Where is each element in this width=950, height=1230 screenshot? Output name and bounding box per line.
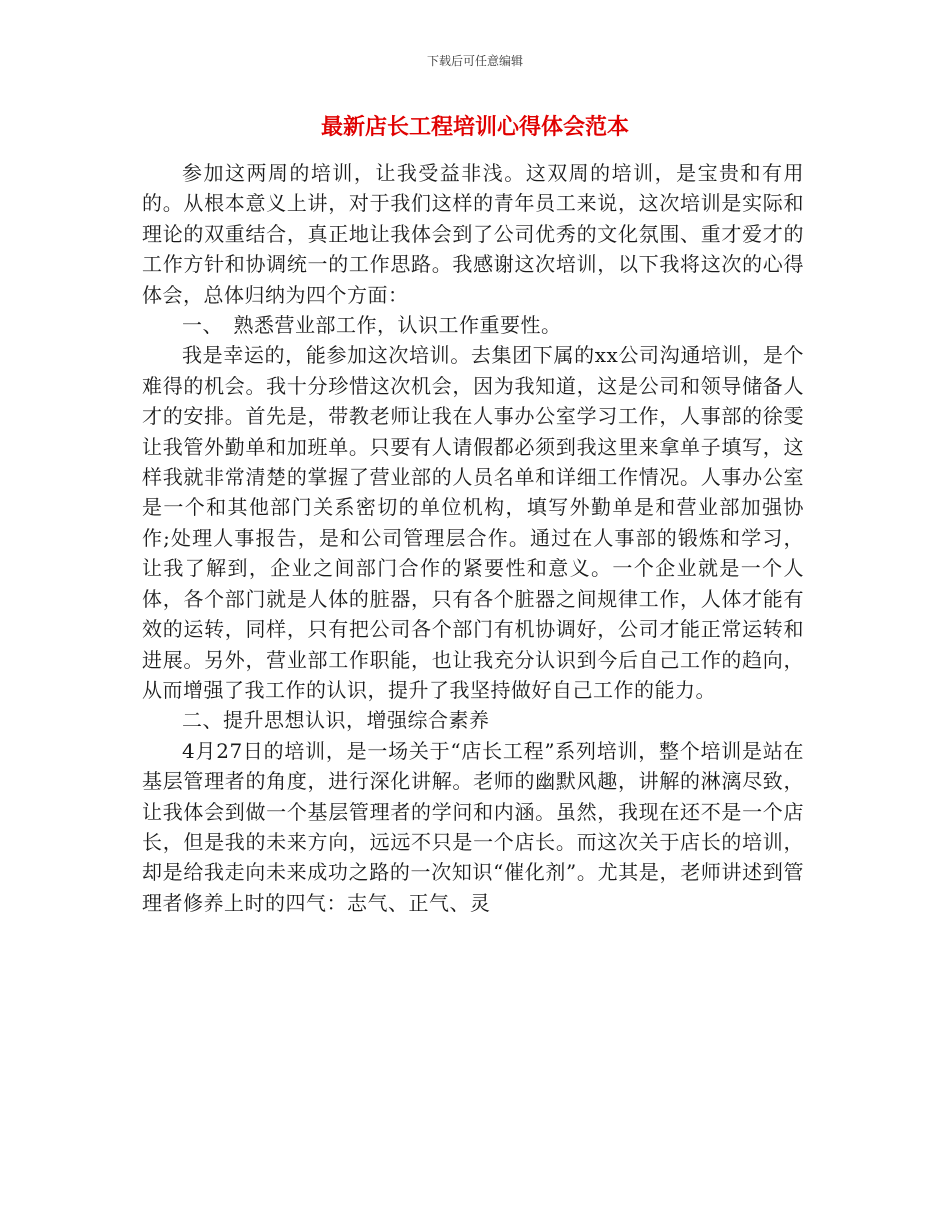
intro-paragraph: 参加这两周的培训，让我受益非浅。这双周的培训，是宝贵和有用的。从根本意义上讲，对于我们这样的青年员工来说，这次培训是实际和理论的双重结合，真正地让我体会到了公司优秀的文化氛围、重才爱才的工作方针和协调统一的工作思路。我感谢这次培训，以下我将这次的心得体会，总体归纳为四个方面：: [142, 161, 804, 307]
section-1-paragraph: 我是幸运的，能参加这次培训。去集团下属的xx公司沟通培训，是个难得的机会。我十分珍惜这次机会，因为我知道，这是公司和领导储备人才的安排。首先是，带教老师让我在人事办公室学习工作，人事部的徐雯让我管外勤单和加班单。只要有人请假都必须到我这里来拿单子填写，这样我就非常清楚的掌握了营业部的人员名单和详细工作情况。人事办公室是一个和其他部门关系密切的单位机构，填写外勤单是和营业部加强协作;处理人事报告，是和公司管理层合作。通过在人事部的锻炼和学习，让我了解到，企业之间部门合作的紧要性和意义。一个企业就是一个人体，各个部门就是人体的脏器，只有各个脏器之间规律工作，人体才能有效的运转，同样，只有把公司各个部门有机协调好，公司才能正常运转和进展。另外，营业部工作职能，也让我充分认识到今后自己工作的趋向，从而增强了我工作的认识，提升了我坚持做好自己工作的能力。: [142, 343, 804, 702]
section-heading-1: 一、 熟悉营业部工作，认识工作重要性。: [182, 313, 562, 338]
section-2-paragraph: 4月27日的培训，是一场关于“店长工程”系列培训，整个培训是站在基层管理者的角度，进行深化讲解。老师的幽默风趣，讲解的淋漓尽致，让我体会到做一个基层管理者的学问和内涵。虽然，我现在还不是一个店长，但是我的未来方向，远远不只是一个店长。而这次关于店长的培训，却是给我走向未来成功之路的一次知识“催化剂”。尤其是，老师讲述到管理者修养上时的四气：志气、正气、灵: [142, 738, 804, 915]
document-body: [142, 158, 804, 918]
header-note: 下载后可任意编辑: [426, 54, 523, 68]
document-title: 最新店长工程培训心得体会范本: [320, 114, 629, 140]
section-heading-2: 二、提升思想认识，增强综合素养: [182, 708, 490, 733]
